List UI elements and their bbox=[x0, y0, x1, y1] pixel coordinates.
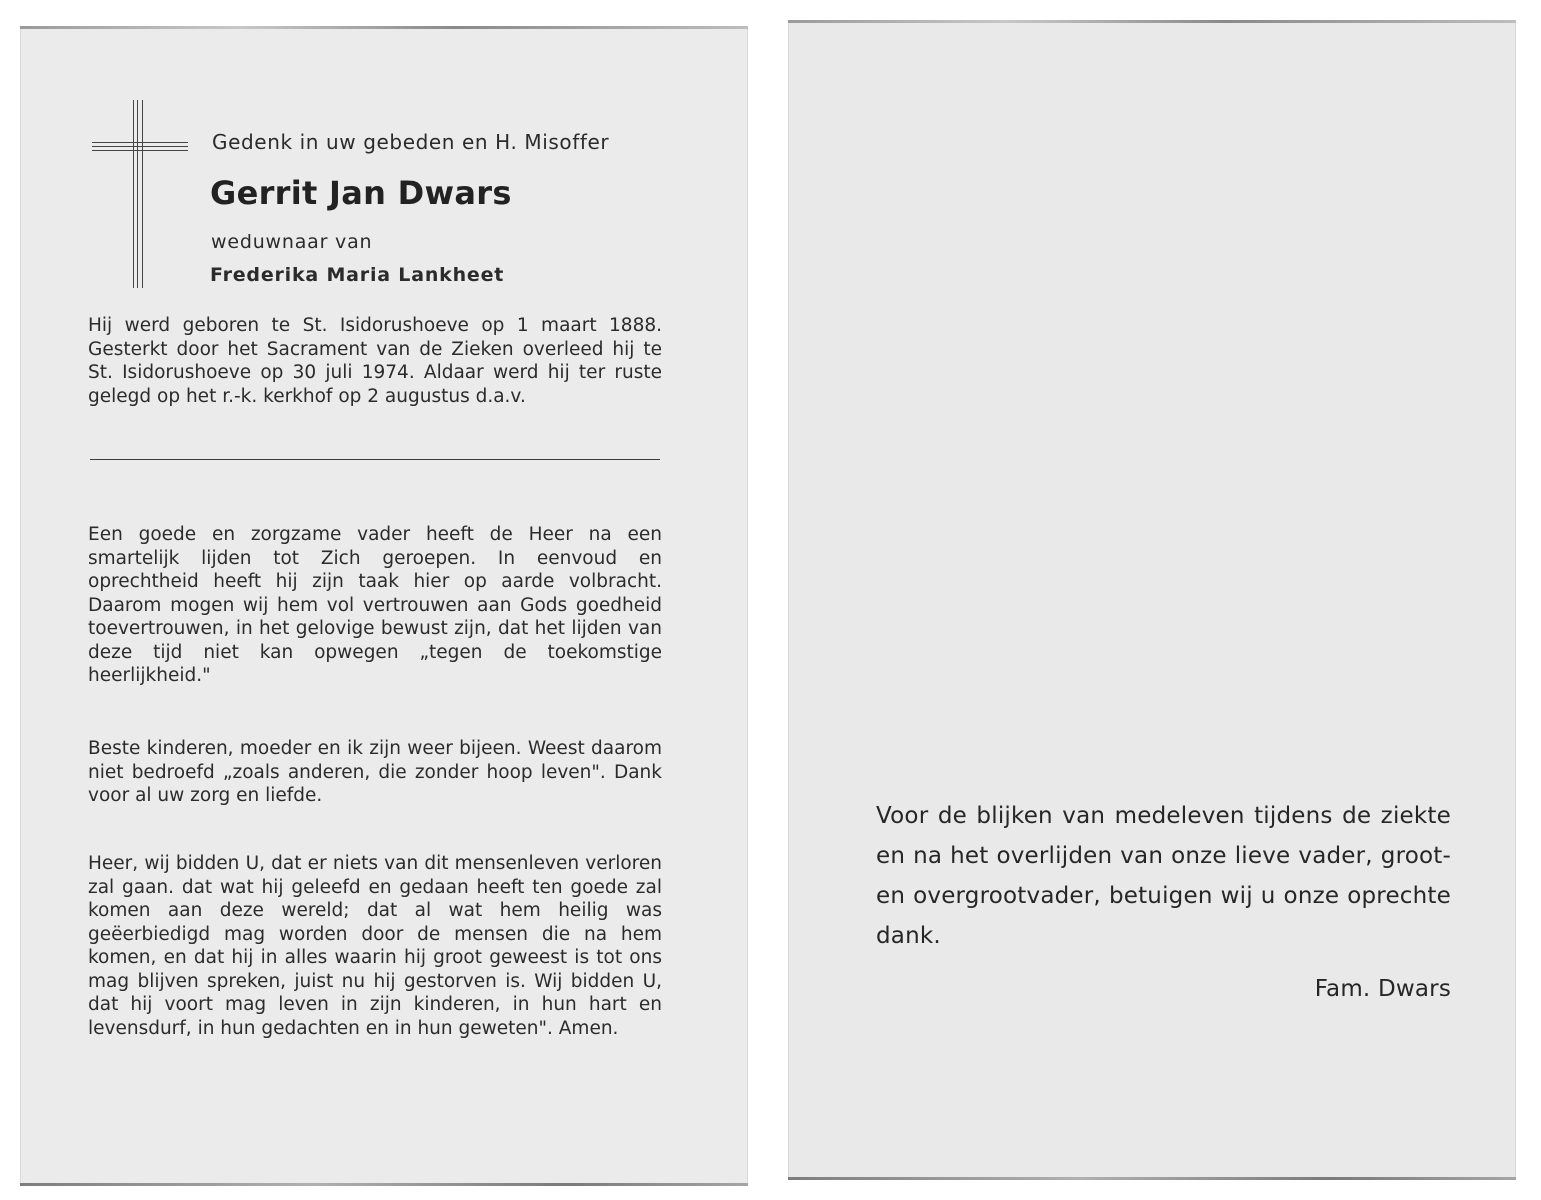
memorial-card-front bbox=[20, 26, 748, 1186]
memorial-paragraph-1: Een goede en zorgzame vader heeft de Heer na een smartelijk lijden tot Zich geroepen. In eenvoud en oprechtheid heeft hij zijn taak hier op aarde volbracht. Daarom mogen wij hem vol vertrouwen aan Gods goedheid toevertrouwen, in het gelovige bewust zijn, dat het lijden van deze tijd niet kan opwegen „tegen de toekomstige heerlijkheid." bbox=[88, 524, 662, 686]
memorial-paragraph-3: Heer, wij bidden U, dat er niets van dit mensenleven verloren zal gaan. dat wat hij geleefd en gedaan heeft ten goede zal komen aan deze wereld; dat al wat hem heilig was geëerbiedigd mag worden door de mensen die na hem komen, en dat hij in alles waarin hij groot geweest is tot ons mag blijven spreken, juist nu hij gestorven is. Wij bidden U, dat hij voort mag leven in zijn kinderen, in hun hart en levensdurf, in hun gedachten en in hun geweten". Amen. bbox=[88, 853, 662, 1039]
family-signature: Fam. Dwars bbox=[1314, 976, 1451, 1002]
memorial-paragraph-2: Beste kinderen, moeder en ik zijn weer bijeen. Weest daarom niet bedroefd „zoals anderen, die zonder hoop leven". Dank voor al uw zorg en liefde. bbox=[88, 738, 662, 806]
divider-line bbox=[90, 459, 660, 460]
cross-icon bbox=[92, 100, 188, 288]
biography-paragraph: Hij werd geboren te St. Isidorushoeve op 1 maart 1888. Gesterkt door het Sacrament van de Zieken overleed hij te St. Isidorushoeve op 30 juli 1974. Aldaar werd hij ter ruste gelegd op het r.-k. kerkhof op 2 augustus d.a.v. bbox=[88, 315, 662, 407]
memorial-card-back bbox=[788, 20, 1516, 1180]
intro-line: Gedenk in uw gebeden en H. Misoffer bbox=[212, 130, 610, 154]
spouse-name: Frederika Maria Lankheet bbox=[210, 264, 505, 286]
deceased-name: Gerrit Jan Dwars bbox=[210, 174, 512, 212]
widower-label: weduwnaar van bbox=[211, 231, 373, 253]
thanks-message: Voor de blijken van medeleven tijdens de ziekte en na het overlijden van onze lieve vader, groot- en overgrootvader, betuigen wij u onze oprechte dank. bbox=[876, 803, 1451, 949]
